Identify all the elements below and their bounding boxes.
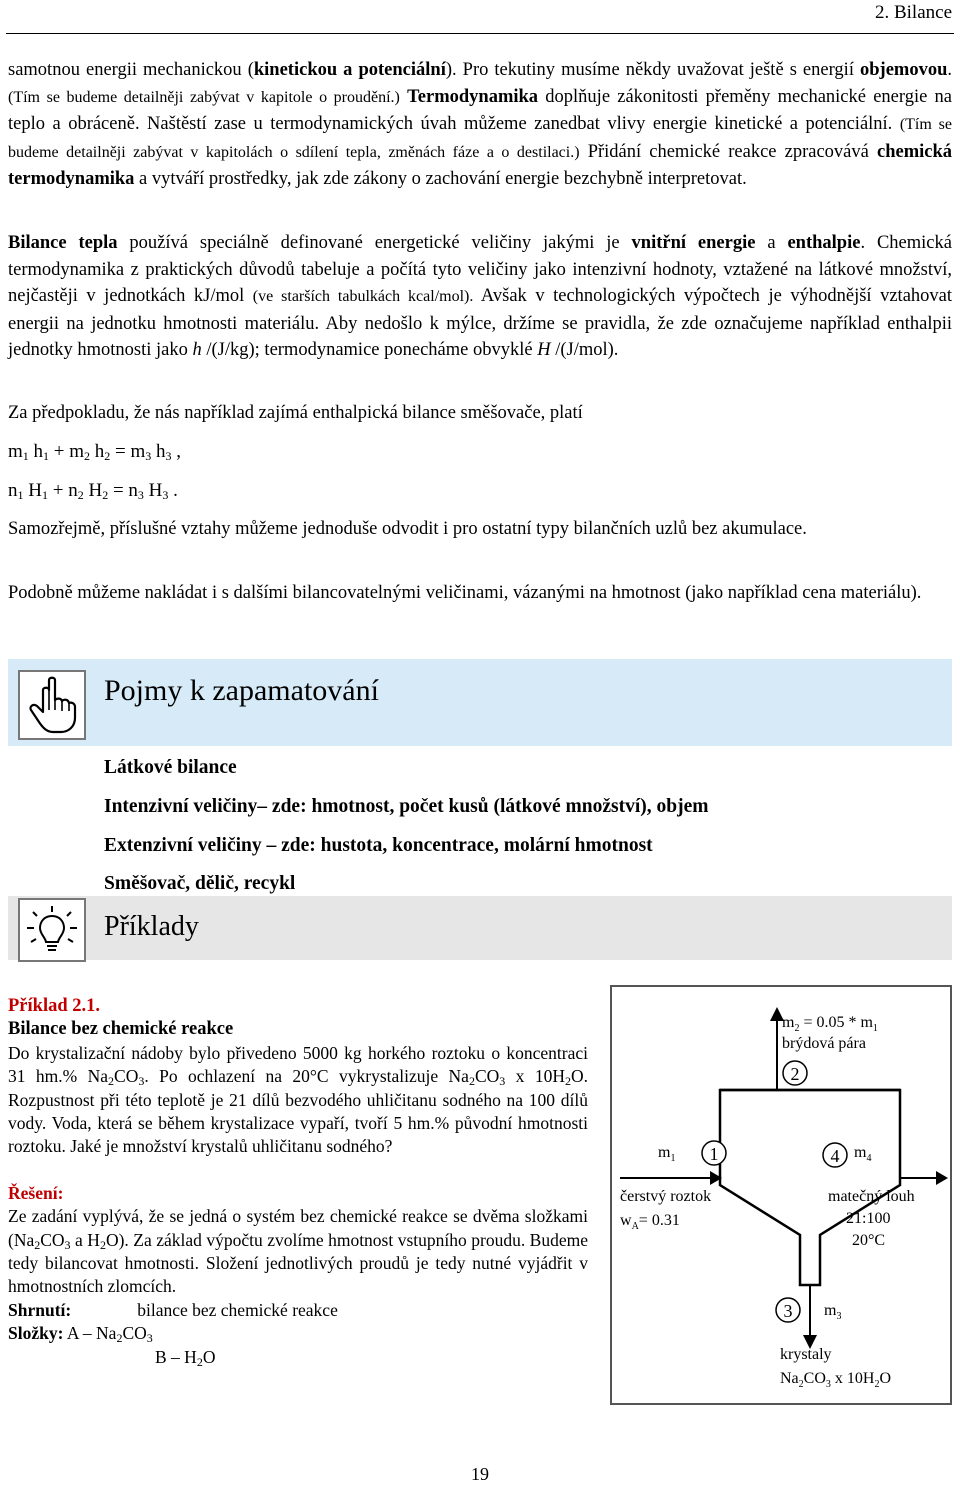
stream-number: 1 [709,1144,719,1164]
components-line: Složky: A – $Na_2CO_3$ [8,1323,153,1346]
vapor-flow-label: $m_2 = 0.05 * m_1$ [782,1014,878,1034]
equation-mass-enthalpy: $m_1$ $h_1 + m_2$ $h_2 = m_3$ $h_3$ , [8,441,182,463]
example-number: Příklad 2.1. [8,996,100,1016]
summary-line: Shrnutí: bilance bez chemické reakce [8,1299,338,1320]
mother-liquor-flow-label: $m_4$ [854,1144,872,1164]
equation-molar-enthalpy: $n_1$ $H_1 + n_2$ $H_2 = n_3$ $H_3$ . [8,480,178,502]
examples-title: Příklady [104,911,199,942]
example-heading: Bilance bez chemické reakce [8,1019,234,1040]
crystals-formula: $Na_2CO_3$ x $10H_2O$ [780,1370,892,1390]
feed-fraction-label: $w_A= 0.31$ [620,1212,680,1232]
components-line-b: B – $H_2O$ [155,1346,216,1369]
term-item: Intenzivní veličiny– zde: hmotnost, počet kusů (látkové množství), objem [104,796,709,817]
stream-number: 4 [830,1146,840,1166]
pointing-hand-icon [18,670,86,740]
solubility-ratio: 21:100 [846,1210,891,1227]
example-block [8,995,588,1369]
terms-title: Pojmy k zapamatování [104,674,379,707]
vapor-label: brýdová pára [782,1035,866,1052]
intro-paragraph-1: samotnou energii mechanickou (kinetickou a potenciální). Pro tekutiny musíme někdy uvažovat ještě s energií objemovou. (Tím se budeme detailněji zabývat v kapitole o proudění.) Termodynamika doplňuje zákonitosti přeměny mechanické energie na teplo a obráceně. Naštěstí zase u termodynamických úvah můžeme zanedbat vlivy energie kinetické a potenciální. (Tím se budeme detailněji zabývat v kapitolách o sdílení tepla, změnách fáze a o destilaci.) Přidání chemické reakce zpracovává chemická termodynamika a vytváří prostředky, jak zde zákony o zachování energie bezchybně interpretovat. [8,60,953,189]
term-item: Směšovač, dělič, recykl [104,873,296,894]
paragraph-5: Podobně můžeme nakládat i s dalšími bilancovatelnými veličinami, vázanými na hmotnost (jako například cena materiálu). [8,583,922,603]
example-assignment: Do krystalizační nádoby bylo přivedeno 5000 kg horkého roztoku o koncentraci 31 hm.% $Na_2CO_3$. Po ochlazení na 20°C vykrystalizuje $Na_2CO_3$ x $10H_2O$. Rozpustnost při této teplotě je 21 dílů bezvodého uhličitanu sodného na 100 dílů vody. Voda, která se během krystalizace vypaří, tvoří 5 hm.% původní hmotnosti roztoku. Jaké je množství krystalů uhličitanu sodného? [8,1042,588,1157]
crystals-label: krystaly [780,1346,832,1363]
feed-label: čerstvý roztok [620,1188,712,1205]
intro-paragraph-3: Za předpokladu, že nás například zajímá enthalpická bilance směšovače, platí [8,403,583,423]
temperature-label: 20°C [852,1232,886,1249]
term-item: Látkové bilance [104,757,237,778]
term-item: Extenzivní veličiny – zde: hustota, koncentrace, molární hmotnost [104,835,653,856]
header-divider [6,33,954,34]
solution-label: Řešení: [8,1182,64,1203]
stream-number: 2 [790,1064,800,1084]
paragraph-4: Samozřejmě, příslušné vztahy můžeme jednoduše odvodit i pro ostatní typy bilančních uzlů bez akumulace. [8,519,807,539]
crystals-flow-label: $m_3$ [824,1302,842,1322]
chapter-title: 2. Bilance [874,2,952,23]
mother-liquor-label: matečný louh [828,1188,915,1205]
feed-flow-label: $m_1$ [658,1144,676,1164]
intro-paragraph-2: Bilance tepla používá speciálně definované energetické veličiny jakými je vnitřní energie a enthalpie. Chemická termodynamika z praktických důvodů tabeluje a počítá tyto veličiny jako intenzivní hodnoty, vztažené na látkové množství, nejčastěji v jednotkách kJ/mol (ve starších tabulkách kcal/mol). Avšak v technologických výpočtech je výhodnější vztahovat energii na jednotku hmotnosti materiálu. Aby nedošlo k mýlce, držíme se pravidla, že zde označujeme například enthalpii jednotky hmotnosti jako h /(J/kg); termodynamice ponecháme obvyklé H /(J/mol). [8,233,953,360]
solution-text: Ze zadání vyplývá, že se jedná o systém bez chemické reakce se dvěma složkami ($Na_2CO_3$ a $H_2O$). Za základ výpočtu zvolíme hmotnost vstupního proudu. Budeme tedy bilancovat hmotnosti. Složení jednotlivých proudů je tedy nutné vyjádřit v hmotnostních zlomcích. [8,1206,589,1297]
crystallizer-diagram [610,985,952,1405]
stream-number: 3 [783,1301,793,1321]
lightbulb-icon [18,898,86,962]
page-number: 19 [471,1464,489,1484]
